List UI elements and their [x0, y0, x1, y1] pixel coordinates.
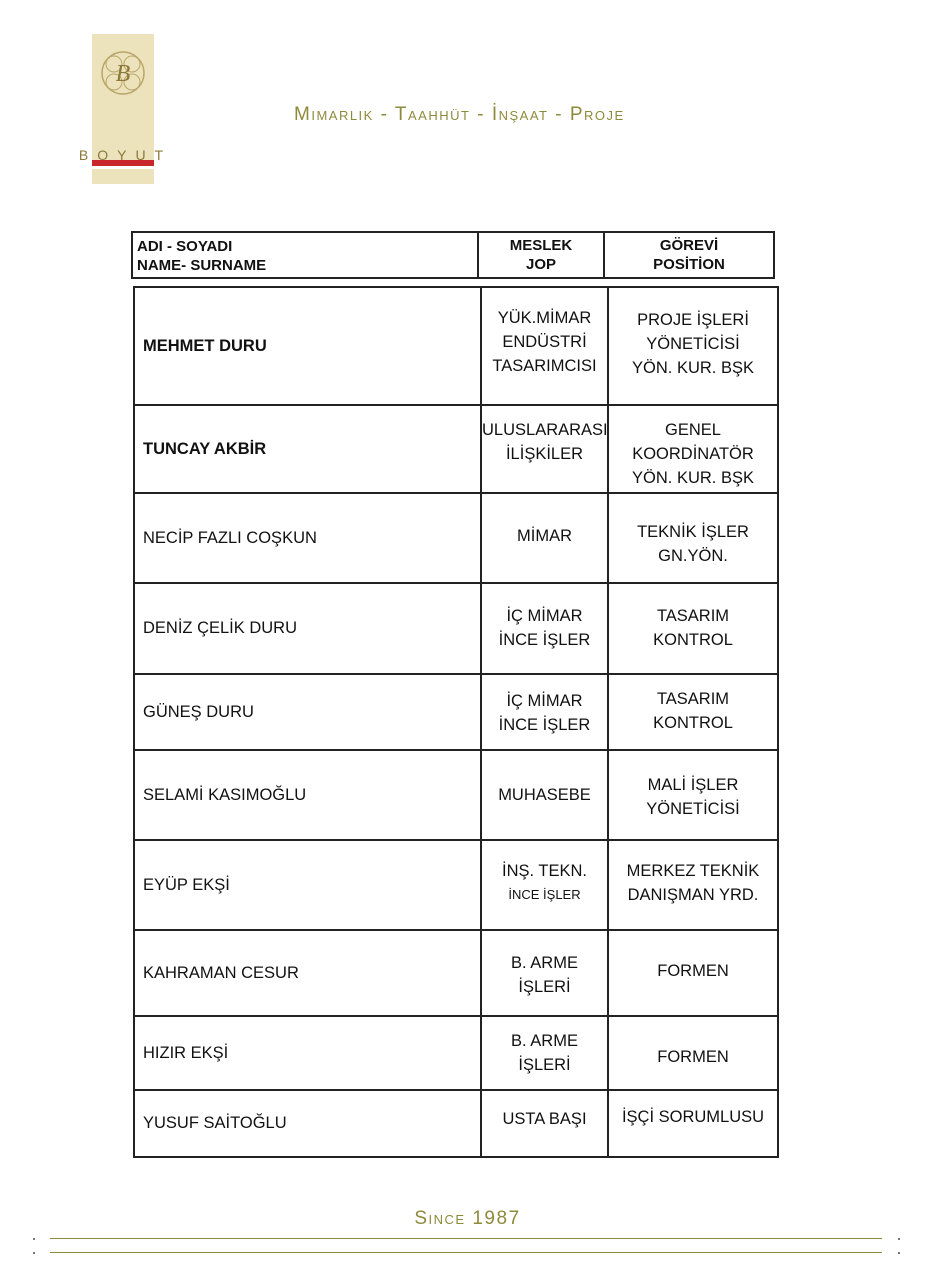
table-row	[133, 841, 779, 931]
logo-monogram: B	[115, 61, 131, 87]
profession-line: USTA BAŞI	[502, 1110, 587, 1128]
table-row	[133, 1017, 779, 1091]
profession-line: B. ARME	[511, 1032, 578, 1050]
position-line: KONTROL	[653, 714, 733, 732]
profession-line: İNŞ. TEKN.	[502, 862, 587, 880]
profession-line: ULUSLARARASI	[482, 421, 608, 439]
staff-name: HIZIR EKŞİ	[135, 1017, 482, 1089]
staff-name: YUSUF SAİTOĞLU	[135, 1091, 482, 1156]
header-job-line1: MESLEK	[509, 237, 573, 254]
staff-profession	[482, 841, 609, 929]
header-job-line2: JOP	[525, 256, 556, 273]
staff-name: KAHRAMAN CESUR	[135, 931, 482, 1015]
position-line: YÖN. KUR. BŞK	[632, 359, 754, 377]
staff-profession	[482, 1091, 609, 1156]
profession-line: İŞLERİ	[518, 978, 571, 996]
logo-stripe-gap	[92, 166, 154, 169]
position-line: KOORDİNATÖR	[632, 445, 754, 463]
staff-name: SELAMİ KASIMOĞLU	[135, 751, 482, 839]
staff-position	[609, 1017, 777, 1089]
profession-line: YÜK.MİMAR	[497, 309, 592, 327]
footer-line-top	[50, 1238, 882, 1239]
footer-line-bottom	[50, 1252, 882, 1253]
table-row	[133, 406, 779, 494]
position-line: İŞÇİ SORUMLUSU	[621, 1108, 765, 1126]
staff-position	[609, 931, 777, 1015]
table-row	[133, 1091, 779, 1158]
position-line: DANIŞMAN YRD.	[627, 886, 759, 904]
position-line: GN.YÖN.	[658, 547, 728, 565]
profession-line: TASARIMCISI	[492, 357, 597, 375]
footer-since: Since 1987	[414, 1208, 521, 1229]
profession-line: ENDÜSTRİ	[502, 333, 587, 351]
logo-text: BOYUT	[78, 147, 173, 163]
staff-position	[609, 288, 777, 404]
table-header	[131, 231, 775, 279]
staff-profession	[482, 751, 609, 839]
profession-line: İÇ MİMAR	[506, 607, 583, 625]
staff-profession	[482, 675, 609, 749]
staff-profession	[482, 584, 609, 673]
staff-profession	[482, 288, 609, 404]
position-line: YÖNETİCİSİ	[646, 335, 740, 353]
profession-line: B. ARME	[511, 954, 578, 972]
position-line: TEKNİK İŞLER	[637, 523, 749, 541]
position-line: PROJE İŞLERİ	[637, 311, 749, 329]
header-name-line2: NAME- SURNAME	[137, 257, 267, 274]
table-row	[133, 286, 779, 406]
staff-position	[609, 494, 777, 582]
table-row	[133, 584, 779, 675]
staff-position	[609, 406, 777, 492]
staff-position	[609, 1091, 777, 1156]
staff-name: EYÜP EKŞİ	[135, 841, 482, 929]
profession-line: İLİŞKİLER	[505, 445, 584, 463]
table-row	[133, 931, 779, 1017]
position-line: MALİ İŞLER	[647, 776, 739, 794]
profession-line: MİMAR	[517, 527, 572, 545]
staff-profession	[482, 406, 609, 492]
profession-line: İNCE İŞLER	[508, 887, 581, 902]
position-line: FORMEN	[657, 1048, 729, 1066]
footer-dot	[898, 1252, 900, 1254]
footer-dot	[898, 1238, 900, 1240]
position-line: YÖNETİCİSİ	[646, 800, 740, 818]
position-line: KONTROL	[653, 631, 733, 649]
staff-name: MEHMET DURU	[135, 288, 482, 404]
table-row	[133, 751, 779, 841]
position-line: YÖN. KUR. BŞK	[632, 469, 754, 487]
monogram-icon	[98, 48, 148, 98]
staff-name: NECİP FAZLI COŞKUN	[135, 494, 482, 582]
staff-name: DENİZ ÇELİK DURU	[135, 584, 482, 673]
position-line: TASARIM	[656, 607, 730, 625]
staff-position	[609, 675, 777, 749]
profession-line: İNCE İŞLER	[498, 631, 591, 649]
profession-line: İNCE İŞLER	[498, 716, 591, 734]
staff-name: TUNCAY AKBİR	[135, 406, 482, 492]
header-name	[133, 233, 479, 277]
table-row	[133, 494, 779, 584]
header-position	[605, 233, 773, 277]
staff-position	[609, 584, 777, 673]
header-job	[479, 233, 605, 277]
position-line: TASARIM	[656, 690, 730, 708]
profession-line: İŞLERİ	[518, 1056, 571, 1074]
table-row	[133, 675, 779, 751]
staff-position	[609, 751, 777, 839]
footer-dot	[33, 1238, 35, 1240]
staff-table	[133, 286, 781, 1156]
footer-dot	[33, 1252, 35, 1254]
position-line: MERKEZ TEKNİK	[626, 862, 760, 880]
profession-line: MUHASEBE	[498, 786, 591, 804]
header-name-line1: ADI - SOYADI	[137, 238, 233, 255]
staff-profession	[482, 931, 609, 1015]
position-line: FORMEN	[657, 962, 729, 980]
staff-profession	[482, 494, 609, 582]
header-pos-line2: POSİTİON	[653, 256, 725, 273]
staff-position	[609, 841, 777, 929]
header-pos-line1: GÖREVİ	[659, 237, 719, 254]
staff-profession	[482, 1017, 609, 1089]
staff-name: GÜNEŞ DURU	[135, 675, 482, 749]
company-tagline: Mimarlık - Taahhüt - İnşaat - Proje	[294, 104, 625, 125]
profession-line: İÇ MİMAR	[506, 692, 583, 710]
position-line: GENEL	[665, 421, 721, 439]
